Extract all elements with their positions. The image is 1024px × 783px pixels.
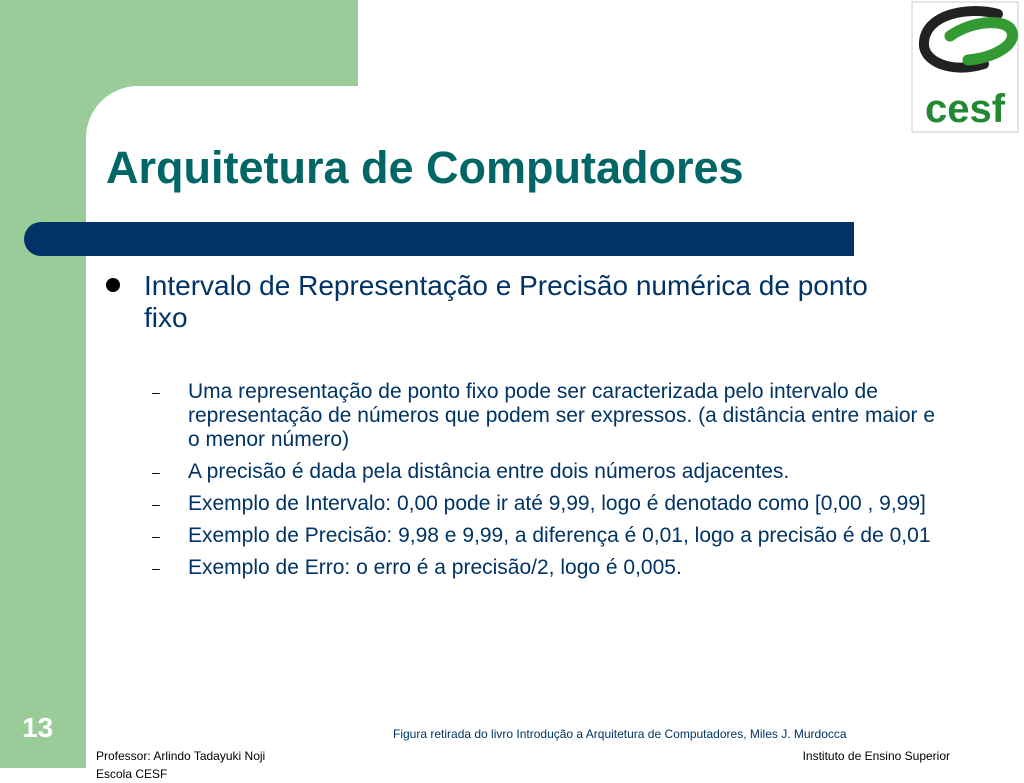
left-green-panel bbox=[0, 0, 86, 768]
sub-bullet-text: A precisão é dada pela distância entre dois números adjacentes. bbox=[188, 460, 790, 483]
slide-title: Arquitetura de Computadores bbox=[106, 142, 744, 193]
main-bullet-text: Intervalo de Representação e Precisão numérica de ponto fixo bbox=[144, 270, 868, 333]
sub-bullet-text: Exemplo de Erro: o erro é a precisão/2, logo é 0,005. bbox=[188, 556, 682, 579]
sub-bullet-item bbox=[152, 524, 942, 548]
sub-bullet-text: Exemplo de Intervalo: 0,00 pode ir até 9,99, logo é denotado como [0,00 , 9,99] bbox=[188, 492, 926, 515]
title-underline-bar bbox=[24, 222, 854, 256]
sub-bullet-list bbox=[152, 380, 942, 588]
logo-text: cesf bbox=[924, 87, 1006, 131]
dash-icon: – bbox=[152, 384, 160, 400]
footer-professor-line: Professor: Arlindo Tadayuki Noji bbox=[96, 749, 266, 763]
sub-bullet-item bbox=[152, 556, 942, 580]
sub-bullet-item bbox=[152, 492, 942, 516]
dash-icon: – bbox=[152, 464, 160, 480]
dash-icon: – bbox=[152, 528, 160, 544]
dash-icon: – bbox=[152, 560, 160, 576]
footer-school-line: Escola CESF bbox=[96, 767, 168, 781]
sub-bullet-item bbox=[152, 380, 942, 452]
sub-bullet-item bbox=[152, 460, 942, 484]
cesf-logo bbox=[912, 2, 1018, 132]
footer-professor bbox=[96, 747, 356, 781]
figure-caption: Figura retirada do livro Introdução a Arquitetura de Computadores, Miles J. Murdocca bbox=[393, 727, 847, 741]
dash-icon: – bbox=[152, 496, 160, 512]
slide-number: 13 bbox=[22, 712, 54, 743]
footer-institute: Instituto de Ensino Superior bbox=[802, 749, 950, 763]
bullet-dot-icon bbox=[106, 278, 120, 292]
sub-bullet-text: Uma representação de ponto fixo pode ser caracterizada pelo intervalo de representação de números que podem ser expressos. (a distância entre maior e o menor número) bbox=[188, 380, 936, 451]
sub-bullet-text: Exemplo de Precisão: 9,98 e 9,99, a diferença é 0,01, logo a precisão é de 0,01 bbox=[188, 524, 931, 547]
